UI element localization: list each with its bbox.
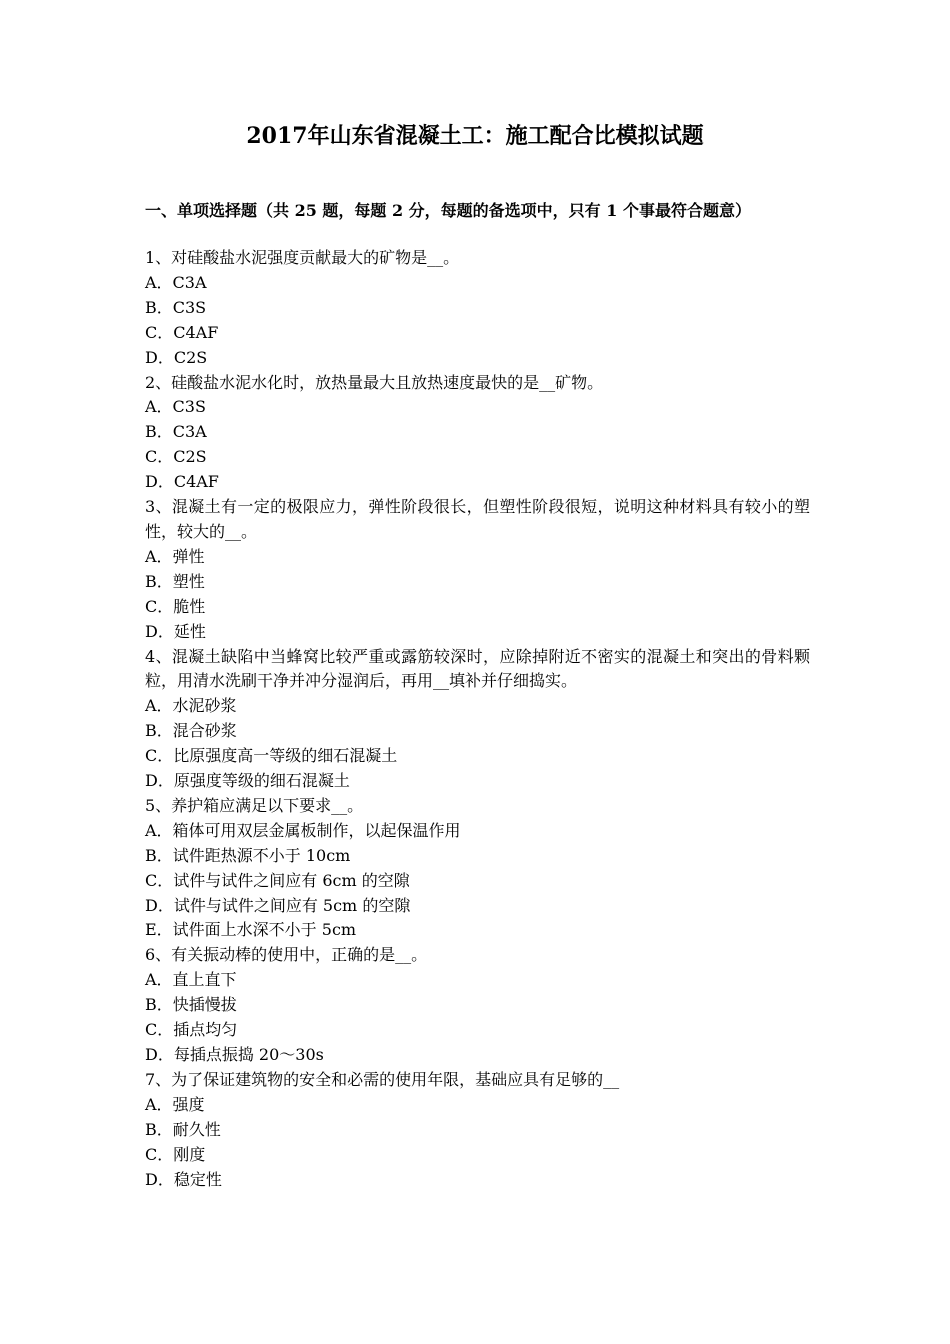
question-5	[145, 794, 810, 943]
question-1	[145, 246, 810, 371]
answer-option: B．耐久性	[145, 1119, 221, 1139]
page-title: 2017年山东省混凝土工：施工配合比模拟试题	[246, 123, 704, 149]
answer-option: D．延性	[145, 621, 206, 641]
answer-option: C．刚度	[145, 1144, 206, 1164]
answer-option: C．C4AF	[145, 322, 219, 342]
answer-option: D．稳定性	[145, 1169, 222, 1189]
question-stem: 7、为了保证建筑物的安全和必需的使用年限，基础应具有足够的__	[145, 1069, 620, 1089]
answer-option: E．试件面上水深不小于 5cm	[145, 920, 357, 940]
question-stem: 2、硅酸盐水泥水化时，放热量最大且放热速度最快的是__矿物。	[145, 372, 604, 392]
question-stem: 5、养护箱应满足以下要求__。	[145, 795, 364, 815]
question-stem: 6、有关振动棒的使用中，正确的是__。	[145, 945, 428, 965]
answer-option: D．C4AF	[145, 472, 219, 492]
answer-option: C．试件与试件之间应有 6cm 的空隙	[145, 870, 410, 890]
question-4	[145, 645, 810, 794]
answer-option: A．直上直下	[145, 970, 237, 990]
answer-option: D．每插点振捣 20～30s	[145, 1045, 324, 1064]
answer-option: D．C2S	[145, 347, 208, 367]
answer-option: A．弹性	[145, 546, 205, 566]
answer-option: B．塑性	[145, 571, 205, 591]
answer-option: C．插点均匀	[145, 1020, 238, 1040]
answer-option: C．脆性	[145, 596, 206, 616]
answer-option: A．C3S	[145, 397, 206, 417]
section-heading: 一、单项选择题（共 25 题，每题 2 分，每题的备选项中，只有 1 个事最符合题意）	[145, 201, 751, 220]
answer-option: B．C3A	[145, 422, 207, 442]
answer-option: D．试件与试件之间应有 5cm 的空隙	[145, 895, 411, 915]
question-stem: 1、对硅酸盐水泥强度贡献最大的矿物是__。	[145, 248, 460, 267]
answer-option: B．试件距热源不小于 10cm	[145, 845, 351, 865]
answer-option: C．C2S	[145, 447, 207, 467]
question-2	[145, 371, 810, 496]
question-6	[145, 943, 810, 1068]
question-3	[145, 495, 810, 644]
answer-option: B．混合砂浆	[145, 721, 237, 741]
question-stem: 4、混凝土缺陷中当蜂窝比较严重或露筋较深时，应除掉附近不密实的混凝土和突出的骨料颗粒，用清水洗刷干净并冲分湿润后，再用__填补并仔细捣实。	[145, 646, 810, 691]
answer-option: D．原强度等级的细石混凝土	[145, 771, 350, 791]
answer-option: B．快插慢拔	[145, 995, 237, 1015]
answer-option: C．比原强度高一等级的细石混凝土	[145, 746, 398, 766]
question-list	[145, 246, 810, 1192]
answer-option: A．C3A	[145, 272, 207, 292]
answer-option: B．C3S	[145, 297, 207, 317]
question-7	[145, 1068, 810, 1193]
answer-option: A．箱体可用双层金属板制作，以起保温作用	[145, 820, 461, 840]
question-stem: 3、混凝土有一定的极限应力，弹性阶段很长，但塑性阶段很短，说明这种材料具有较小的塑性，较大的__。	[145, 497, 810, 541]
answer-option: A．强度	[145, 1094, 205, 1114]
answer-option: A．水泥砂浆	[145, 696, 237, 716]
